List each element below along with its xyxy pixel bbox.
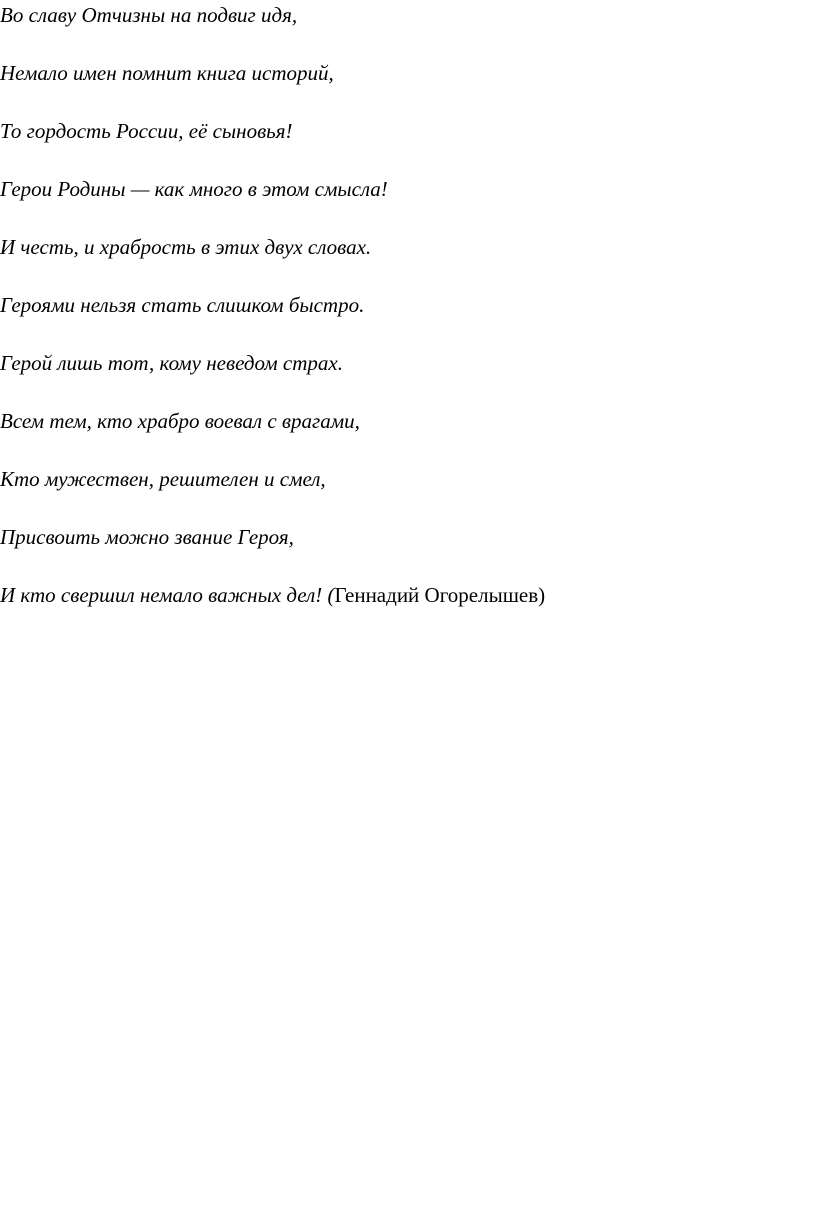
poem-last-line xyxy=(0,582,545,608)
poem-line: Герои Родины — как много в этом смысла! xyxy=(0,177,388,201)
poem-line-text: И кто свершил немало важных дел! ( xyxy=(0,583,335,607)
poem-line: Кто мужествен, решителен и смел, xyxy=(0,467,326,491)
poem-line: Герой лишь тот, кому неведом страх. xyxy=(0,351,343,375)
poem-line: Немало имен помнит книга историй, xyxy=(0,61,334,85)
poem-line: Героями нельзя стать слишком быстро. xyxy=(0,293,365,317)
poem-line: Всем тем, кто храбро воевал с врагами, xyxy=(0,409,360,433)
poem-line: И честь, и храбрость в этих двух словах. xyxy=(0,235,372,259)
poem-line: Присвоить можно звание Героя, xyxy=(0,525,294,549)
poem-author: Геннадий Огорелышев) xyxy=(334,583,546,607)
poem-line: То гордость России, её сыновья! xyxy=(0,119,293,143)
poem-line: Во славу Отчизны на подвиг идя, xyxy=(0,3,298,27)
